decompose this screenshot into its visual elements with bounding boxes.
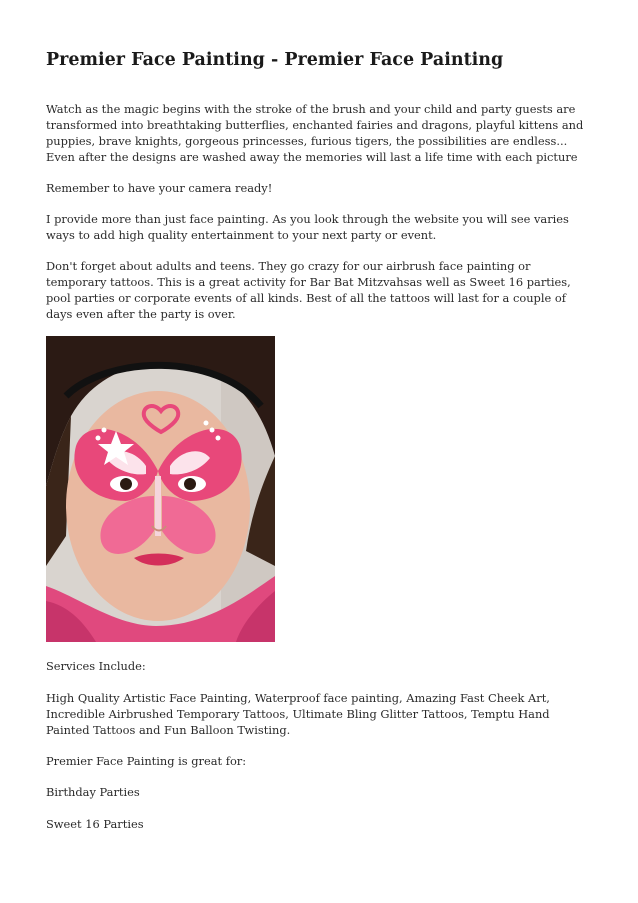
camera-paragraph: Remember to have your camera ready!	[46, 181, 273, 195]
more-paragraph: I provide more than just face painting. As you look through the website you will see varies ways to add high quality entertainment to your next party or event.	[46, 212, 569, 242]
services-list-paragraph: High Quality Artistic Face Painting, Waterproof face painting, Amazing Fast Cheek Art, Incredible Airbrushed Temporary Tattoos, Ultimate Bling Glitter Tattoos, Temptu Hand Painted Tattoos and Fun Balloon Twisting.	[46, 691, 550, 737]
list-item-sweet16: Sweet 16 Parties	[46, 817, 144, 831]
list-item-birthday: Birthday Parties	[46, 785, 140, 799]
adults-paragraph: Don't forget about adults and teens. They go crazy for our airbrush face painting or temporary tattoos. This is a great activity for Bar Bat Mitzvahsas well as Sweet 16 parties, pool parties or corporate events of all kinds. Best of all the tattoos will last for a couple of days even after the party is over.	[46, 259, 571, 321]
services-heading: Services Include:	[46, 659, 146, 673]
butterfly-face-paint-photo	[46, 336, 275, 642]
intro-paragraph: Watch as the magic begins with the stroke of the brush and your child and party guests are transformed into breathtaking butterflies, enchanted fairies and dragons, playful kittens and puppies, brave knights, gorgeous princesses, furious tigers, the possibilities are endless... Even after the designs are washed away the memories will last a life time with each picture	[46, 102, 584, 164]
page-title: Premier Face Painting - Premier Face Painting	[46, 50, 504, 70]
great-for-heading: Premier Face Painting is great for:	[46, 754, 247, 768]
